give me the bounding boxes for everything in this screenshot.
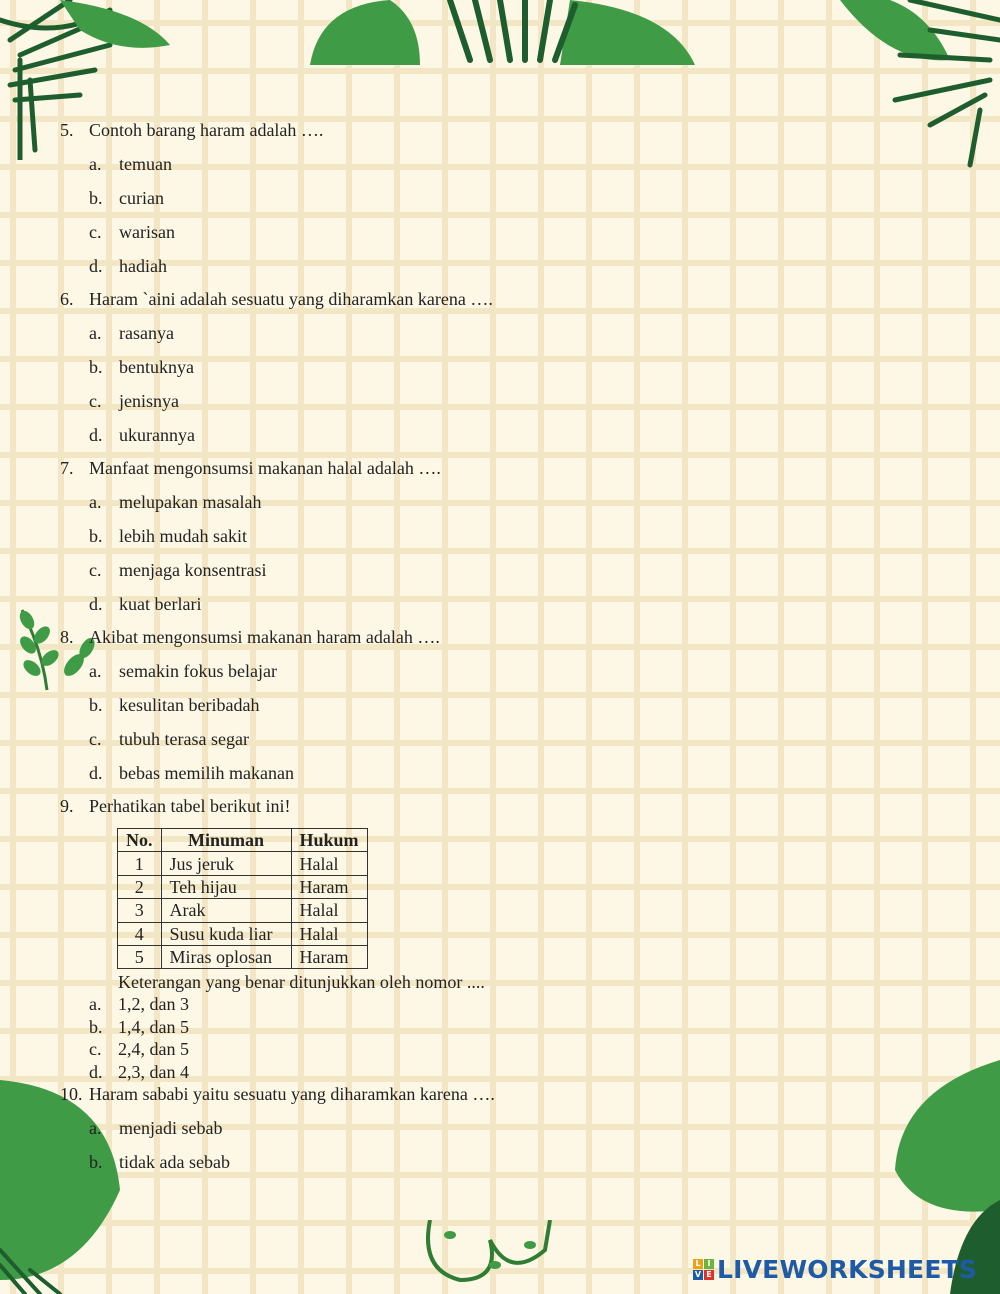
question-7: 7. Manfaat mengonsumsi makanan halal adalah …. bbox=[60, 458, 441, 478]
question-10: 10. Haram sababi yaitu sesuatu yang diharamkan karena …. bbox=[60, 1084, 495, 1104]
option-5d[interactable]: d. hadiah bbox=[89, 256, 167, 276]
option-9a[interactable]: a. 1,2, dan 3 bbox=[89, 994, 189, 1014]
question-text: Akibat mengonsumsi makanan haram adalah …. bbox=[89, 627, 440, 647]
question-text: Manfaat mengonsumsi makanan halal adalah …. bbox=[89, 458, 441, 478]
option-6b[interactable]: b. bentuknya bbox=[89, 357, 194, 377]
option-7a[interactable]: a. melupakan masalah bbox=[89, 492, 262, 512]
option-10b[interactable]: b. tidak ada sebab bbox=[89, 1152, 230, 1172]
question-5: 5. Contoh barang haram adalah …. bbox=[60, 120, 324, 140]
option-8c[interactable]: c. tubuh terasa segar bbox=[89, 729, 249, 749]
option-6c[interactable]: c. jenisnya bbox=[89, 391, 179, 411]
option-7b[interactable]: b. lebih mudah sakit bbox=[89, 526, 247, 546]
table-row: 4 Susu kuda liar Halal bbox=[118, 922, 368, 945]
monstera-leaf-bottom-left bbox=[0, 1080, 130, 1294]
question-9: 9. Perhatikan tabel berikut ini! bbox=[60, 796, 291, 816]
palm-leaf-top-right bbox=[780, 0, 1000, 170]
question-8: 8. Akibat mengonsumsi makanan haram adalah …. bbox=[60, 627, 440, 647]
option-10a[interactable]: a. menjadi sebab bbox=[89, 1118, 223, 1138]
option-8b[interactable]: b. kesulitan beribadah bbox=[89, 695, 260, 715]
option-9c[interactable]: c. 2,4, dan 5 bbox=[89, 1039, 189, 1059]
option-8a[interactable]: a. semakin fokus belajar bbox=[89, 661, 277, 681]
option-5b[interactable]: b. curian bbox=[89, 188, 164, 208]
liveworksheets-logo bbox=[693, 1255, 977, 1284]
option-5c[interactable]: c. warisan bbox=[89, 222, 175, 242]
table-header-row: No. Minuman Hukum bbox=[118, 829, 368, 852]
option-5a[interactable]: a. temuan bbox=[89, 154, 172, 174]
option-9b[interactable]: b. 1,4, dan 5 bbox=[89, 1017, 189, 1037]
question-text: Contoh barang haram adalah …. bbox=[89, 120, 324, 140]
drinks-table bbox=[117, 828, 368, 969]
option-7d[interactable]: d. kuat berlari bbox=[89, 594, 202, 614]
option-8d[interactable]: d. bebas memilih makanan bbox=[89, 763, 294, 783]
option-9d[interactable]: d. 2,3, dan 4 bbox=[89, 1062, 189, 1082]
table-row: 3 Arak Halal bbox=[118, 899, 368, 922]
brand-name: LIVEWORKSHEETS bbox=[717, 1255, 978, 1284]
option-6a[interactable]: a. rasanya bbox=[89, 323, 174, 343]
table-row: 5 Miras oplosan Haram bbox=[118, 945, 368, 968]
monstera-leaf-top-center bbox=[310, 0, 700, 65]
question-6: 6. Haram `aini adalah sesuatu yang diharamkan karena …. bbox=[60, 289, 493, 309]
question-text: Haram sababi yaitu sesuatu yang diharamkan karena …. bbox=[89, 1084, 495, 1104]
question-text: Haram `aini adalah sesuatu yang diharamkan karena …. bbox=[89, 289, 493, 309]
option-6d[interactable]: d. ukurannya bbox=[89, 425, 195, 445]
table-row: 2 Teh hijau Haram bbox=[118, 875, 368, 898]
question-9-note: Keterangan yang benar ditunjukkan oleh nomor .... bbox=[118, 972, 485, 992]
question-text: Perhatikan tabel berikut ini! bbox=[89, 796, 291, 816]
logo-icon: L I V E bbox=[693, 1259, 714, 1280]
table-row: 1 Jus jeruk Halal bbox=[118, 852, 368, 875]
option-7c[interactable]: c. menjaga konsentrasi bbox=[89, 560, 267, 580]
hanging-vine-bottom-center bbox=[420, 1220, 560, 1294]
